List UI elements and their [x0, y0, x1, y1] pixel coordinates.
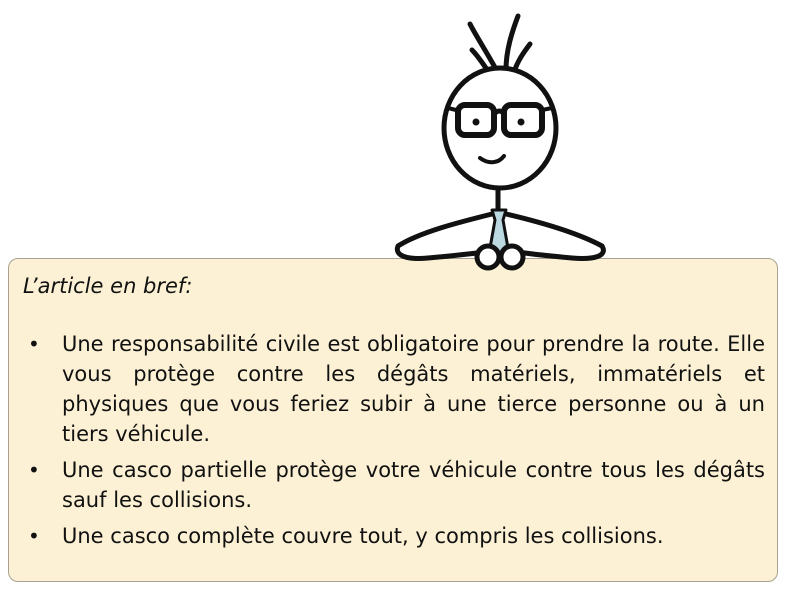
summary-card [8, 258, 778, 582]
left-hand [477, 246, 499, 268]
list-item [23, 521, 765, 551]
bullet-text: Une casco complète couvre tout, y compris les collisions. [62, 524, 664, 548]
hair-strand [514, 44, 530, 72]
right-eye [518, 119, 525, 126]
stick-figure-illustration [380, 10, 620, 275]
bullet-icon: • [28, 458, 40, 482]
bullet-icon: • [28, 332, 40, 356]
card-title: L’article en bref: [23, 274, 193, 298]
bullet-list [23, 329, 765, 557]
bullet-text: Une casco partielle protège votre véhicule contre tous les dégâts sauf les collisions. [62, 458, 765, 512]
list-item [23, 455, 765, 515]
bullet-icon: • [28, 524, 40, 548]
right-hand [501, 246, 523, 268]
glasses-temple [448, 108, 456, 110]
left-eye [473, 119, 480, 126]
glasses-temple [542, 108, 552, 110]
list-item [23, 329, 765, 449]
bullet-text: Une responsabilité civile est obligatoire pour prendre la route. Elle vous protège contre les dégâts matériels, immatériels et physiques que vous feriez subir à une tierce personne ou à un tiers véhicule. [62, 332, 765, 446]
